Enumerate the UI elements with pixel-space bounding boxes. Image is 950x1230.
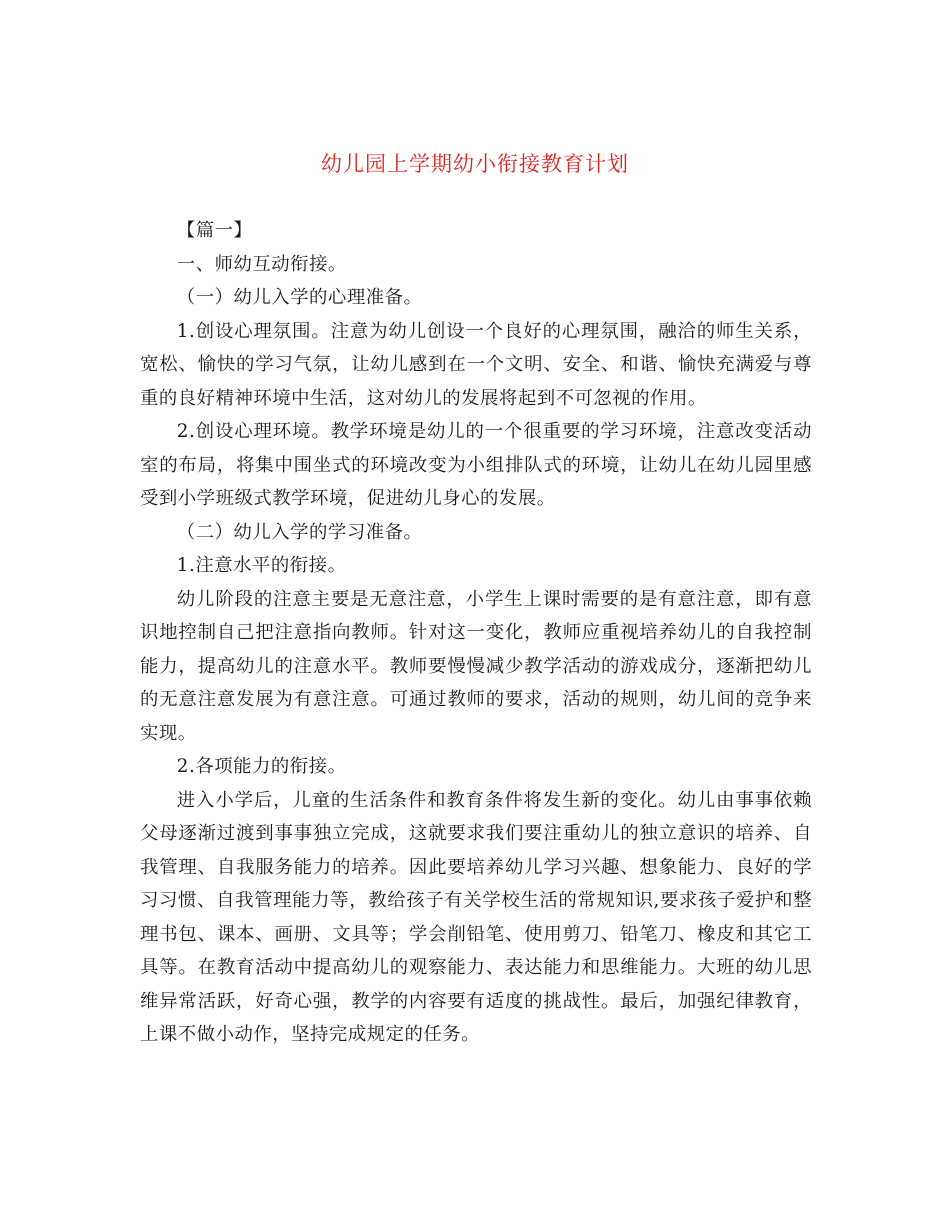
heading-level-1: 一、师幼互动衔接。 <box>176 253 347 275</box>
document-title: 幼儿园上学期幼小衔接教育计划 <box>321 152 629 177</box>
body-paragraph: 进入小学后，儿童的生活条件和教育条件将发生新的变化。幼儿由事事依赖父母逐渐过渡到事事独立完成，这就要求我们要注重幼儿的独立意识的培养、自我管理、自我服务能力的培养。因此要培养幼儿学习兴趣、想象能力、良好的学习习惯、自我管理能力等，教给孩子有关学校生活的常规知识,要求孩子爱护和整理书包、课本、画册、文具等；学会削铅笔、使用剪刀、铅笔刀、橡皮和其它工具等。在教育活动中提高幼儿的观察能力、表达能力和思维能力。大班的幼儿思维异常活跃，好奇心强，教学的内容要有适度的挑战性。最后，加强纪律教育，上课不做小动作，坚持完成规定的任务。 <box>140 789 812 1045</box>
body-paragraph: 2.创设心理环境。教学环境是幼儿的一个很重要的学习环境，注意改变活动室的布局，将集中围坐式的环境改变为小组排队式的环境，让幼儿在幼儿园里感受到小学班级式教学环境，促进幼儿身心的发展。 <box>140 421 812 509</box>
body-paragraph: 1.创设心理氛围。注意为幼儿创设一个良好的心理氛围，融洽的师生关系，宽松、愉快的学习气氛，让幼儿感到在一个文明、安全、和谐、愉快充满爱与尊重的良好精神环境中生活，这对幼儿的发展将起到不可忽视的作用。 <box>140 320 812 409</box>
document-body <box>140 214 812 1052</box>
heading-level-3: 2.各项能力的衔接。 <box>176 756 347 777</box>
heading-level-2: （二）幼儿入学的学习准备。 <box>176 521 423 543</box>
body-paragraph: 幼儿阶段的注意主要是无意注意，小学生上课时需要的是有意注意，即有意识地控制自己把注意指向教师。针对这一变化，教师应重视培养幼儿的自我控制能力，提高幼儿的注意水平。教师要慢慢减少教学活动的游戏成分，逐渐把幼儿的无意注意发展为有意注意。可通过教师的要求，活动的规则，幼儿间的竞争来实现。 <box>140 588 812 744</box>
heading-level-3: 1.注意水平的衔接。 <box>176 555 347 576</box>
heading-level-2: （一）幼儿入学的心理准备。 <box>176 287 423 308</box>
section-heading-part-one: 【篇一】 <box>176 220 253 241</box>
